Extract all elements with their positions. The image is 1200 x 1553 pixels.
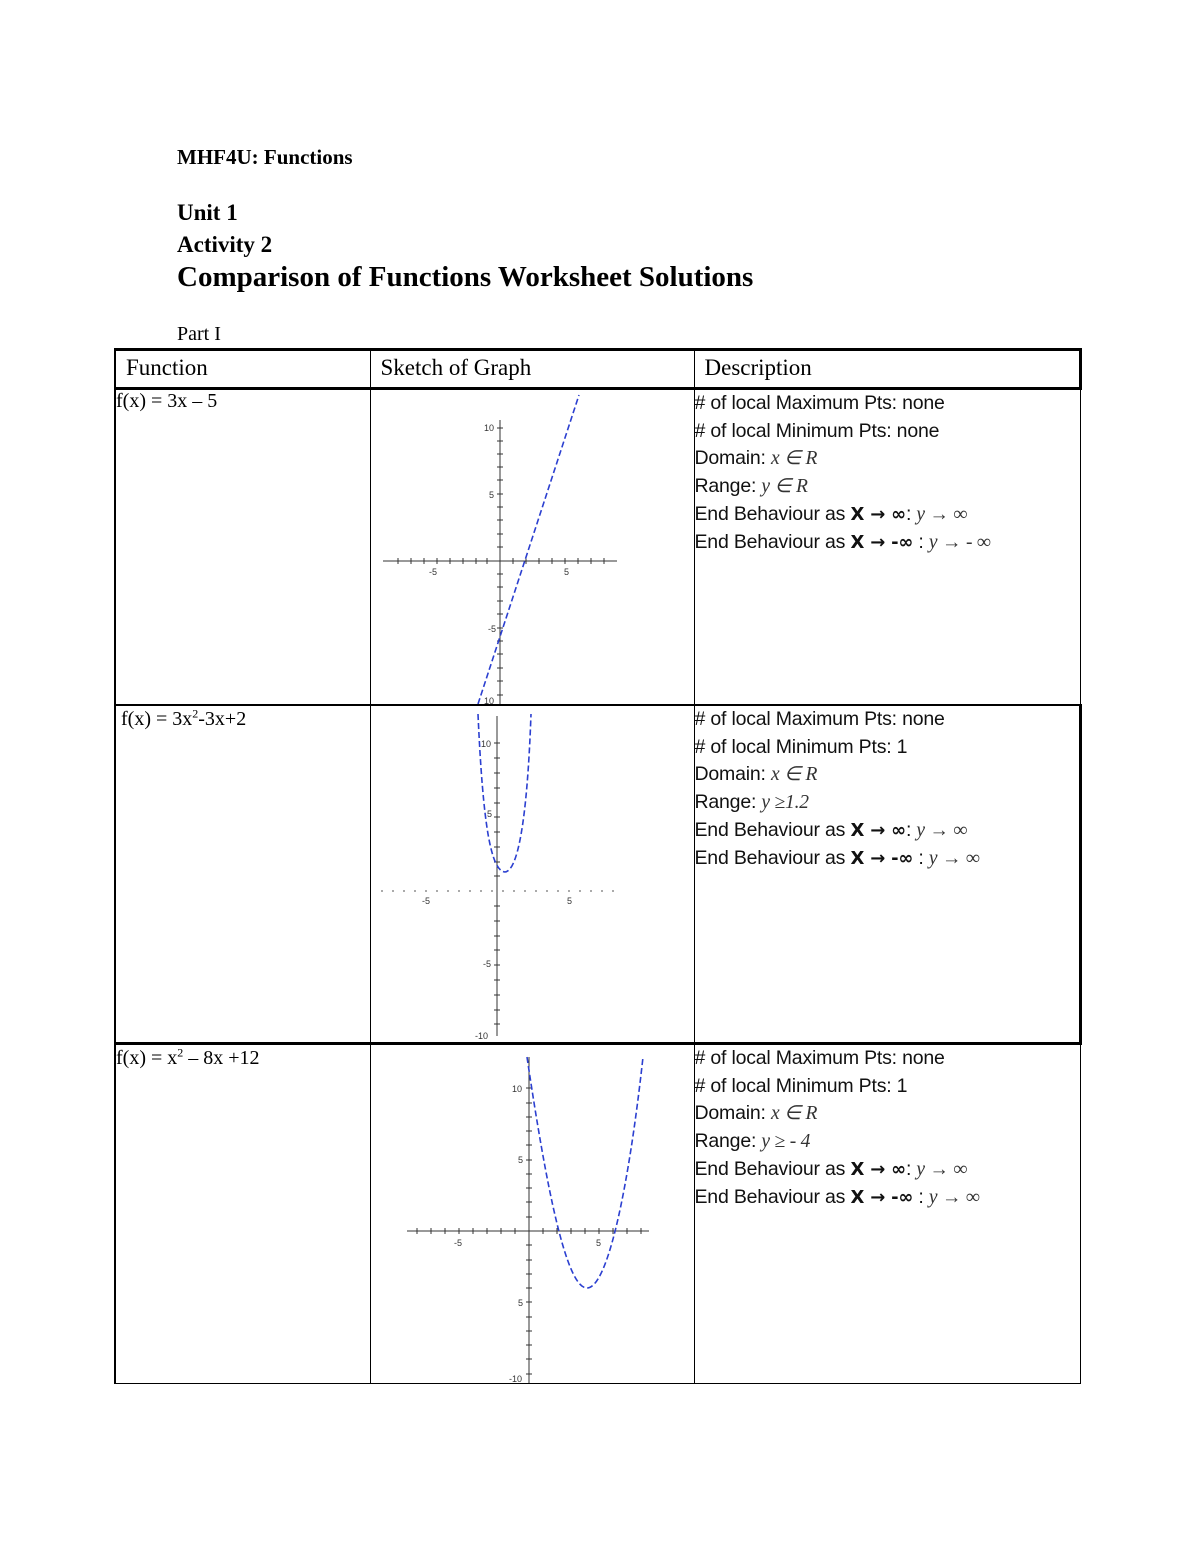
- end-behaviour-y: y → ∞: [916, 503, 968, 525]
- tick-label-y-neg: 5: [517, 1298, 523, 1308]
- local-min: # of local Minimum Pts: none: [694, 419, 940, 442]
- tick-label-x-neg: -5: [453, 1238, 462, 1248]
- function-cell: [115, 705, 370, 1044]
- table-row: [115, 389, 1080, 706]
- description-cell: # of local Maximum Pts: none # of local Minimum Pts: 1 Domain: x ∈ R Range: y ≥1.2 End Behaviour as X → ∞: y → ∞ End Behaviour as X → -∞ : y → ∞: [694, 705, 1080, 1044]
- end-behaviour-x: X → -∞: [850, 847, 914, 869]
- graph-quadratic-2: [371, 1045, 693, 1383]
- graph-cell: [370, 705, 694, 1044]
- part-label: Part I: [177, 323, 221, 345]
- range-label: Range:: [694, 791, 757, 814]
- tick-label-x-pos: 5: [595, 1238, 601, 1248]
- function-expression-rest: – 8x +12: [183, 1046, 260, 1069]
- tick-label-y-top: 10: [483, 423, 494, 433]
- column-header-function: Function: [115, 350, 370, 389]
- end-behaviour-x: X → -∞: [850, 1186, 914, 1208]
- column-header-sketch: Sketch of Graph: [370, 350, 694, 389]
- end-behaviour-label: End Behaviour as: [694, 502, 846, 525]
- end-behaviour-x: X → ∞: [850, 819, 906, 841]
- description-cell: # of local Maximum Pts: none # of local Minimum Pts: none Domain: x ∈ R Range: y ∈ R End Behaviour as X → ∞: y → ∞ End Behaviour as X → -∞ : y → - ∞: [694, 389, 1080, 706]
- function-curve: [478, 714, 531, 872]
- local-max: # of local Maximum Pts: none: [694, 708, 945, 730]
- tick-label-y-mid: 5: [517, 1155, 523, 1165]
- domain-label: Domain:: [694, 763, 766, 786]
- end-behaviour-y: y → ∞: [928, 847, 980, 869]
- graph-cell: [370, 389, 694, 706]
- tick-label-y-bot: -10: [474, 1031, 488, 1041]
- function-expression: [116, 708, 246, 730]
- table-row: [115, 705, 1080, 1044]
- unit-label: Unit 1: [177, 200, 238, 225]
- tick-label-y-mid: 5: [486, 809, 492, 819]
- tick-label-x-pos: 5: [566, 896, 572, 906]
- end-behaviour-y: y → ∞: [916, 1158, 968, 1180]
- functions-table: [114, 348, 1082, 1384]
- function-expression: [116, 1047, 260, 1069]
- function-expression-base: f(x) = 3x: [121, 707, 193, 730]
- local-min: # of local Minimum Pts: 1: [694, 735, 908, 758]
- end-behaviour-y: y → ∞: [928, 1186, 980, 1208]
- domain-label: Domain:: [694, 447, 766, 470]
- function-exponent: 2: [192, 706, 199, 720]
- domain-label: Domain:: [694, 1102, 766, 1125]
- graph-quadratic-1: [371, 706, 693, 1042]
- domain-value: x ∈ R: [770, 448, 818, 470]
- tick-label-y-bot: 10: [483, 696, 494, 704]
- tick-label-x-neg: -5: [421, 896, 430, 906]
- function-expression-base: f(x) = x: [116, 1046, 178, 1069]
- end-behaviour-x: X → -∞: [850, 531, 914, 553]
- graph-cell: [370, 1044, 694, 1384]
- end-behaviour-y: y → - ∞: [928, 531, 991, 553]
- tick-label-y-neg: -5: [482, 959, 491, 969]
- end-behaviour-x: X → ∞: [850, 1158, 906, 1180]
- local-max: # of local Maximum Pts: none: [694, 392, 945, 414]
- range-label: Range:: [694, 475, 757, 498]
- course-title: MHF4U: Functions: [177, 145, 353, 169]
- function-expression: f(x) = 3x – 5: [116, 390, 218, 412]
- function-cell: [115, 1044, 370, 1384]
- tick-label-y-mid: 5: [488, 490, 494, 500]
- tick-label-y-top: 10: [480, 739, 491, 749]
- tick-label-y-bot: -10: [508, 1374, 522, 1383]
- end-behaviour-x: X → ∞: [850, 503, 906, 525]
- table-row: [115, 1044, 1080, 1384]
- function-curve: [478, 395, 579, 704]
- tick-label-y-neg: -5: [487, 624, 496, 634]
- tick-label-y-top: 10: [511, 1084, 522, 1094]
- function-curve: [527, 1057, 643, 1288]
- column-header-description: Description: [694, 350, 1080, 389]
- worksheet-title: Comparison of Functions Worksheet Solutions: [177, 261, 754, 293]
- function-exponent: 2: [177, 1045, 184, 1059]
- range-value: y ∈ R: [761, 476, 808, 498]
- end-behaviour-label: End Behaviour as: [694, 846, 846, 869]
- function-expression-rest: -3x+2: [198, 707, 247, 730]
- activity-label: Activity 2: [177, 232, 273, 257]
- range-value: y ≥1.2: [761, 792, 809, 814]
- function-cell: [115, 389, 370, 706]
- range-value: y ≥ - 4: [761, 1131, 811, 1153]
- end-behaviour-label: End Behaviour as: [694, 1185, 846, 1208]
- range-label: Range:: [694, 1130, 757, 1153]
- tick-label-x-pos: 5: [563, 567, 569, 577]
- domain-value: x ∈ R: [770, 764, 818, 786]
- domain-value: x ∈ R: [770, 1103, 818, 1125]
- description-cell: # of local Maximum Pts: none # of local Minimum Pts: 1 Domain: x ∈ R Range: y ≥ - 4 End Behaviour as X → ∞: y → ∞ End Behaviour as X → -∞ : y → ∞: [694, 1044, 1080, 1384]
- tick-label-x-neg: -5: [428, 567, 437, 577]
- graph-linear: [371, 390, 693, 704]
- end-behaviour-label: End Behaviour as: [694, 818, 846, 841]
- local-min: # of local Minimum Pts: 1: [694, 1074, 908, 1097]
- local-max: # of local Maximum Pts: none: [694, 1047, 945, 1069]
- end-behaviour-label: End Behaviour as: [694, 1157, 846, 1180]
- end-behaviour-label: End Behaviour as: [694, 530, 846, 553]
- end-behaviour-y: y → ∞: [916, 819, 968, 841]
- table-header-row: [115, 350, 1080, 389]
